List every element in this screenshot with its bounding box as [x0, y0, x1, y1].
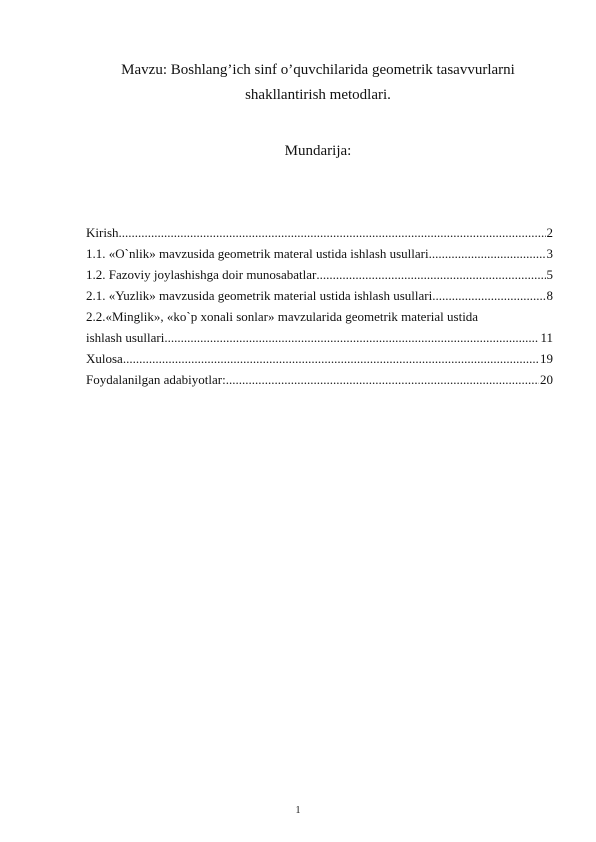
toc-entry-text: Foydalanilgan adabiyotlar: — [86, 372, 226, 387]
toc-entry-2-2-line-2 — [86, 327, 553, 348]
toc-entry-adabiyotlar[interactable] — [86, 369, 553, 390]
toc-entry-2-2[interactable] — [86, 306, 553, 348]
toc-dot-leader — [119, 222, 546, 243]
toc-entry-text: ishlash usullari — [86, 330, 165, 345]
toc-entry-text: 1.2. Fazoviy joylashishga doir munosabatlar — [86, 267, 317, 282]
toc-entry-text: Kirish — [86, 225, 119, 240]
title-line-1: Mavzu: Boshlang’ich sinf o’quvchilarida geometrik tasavvurlarni — [121, 62, 515, 78]
title-line-2: shakllantirish metodlari. — [245, 87, 391, 103]
toc-entry-page: 19 — [540, 351, 553, 366]
toc-entry-1-2[interactable] — [86, 264, 553, 285]
toc-dot-leader — [123, 348, 539, 369]
page-number: 1 — [295, 805, 301, 816]
toc-entry-page: 20 — [540, 372, 553, 387]
document-title — [86, 58, 550, 108]
toc-entry-kirish[interactable] — [86, 222, 553, 243]
toc-entry-2-1[interactable] — [86, 285, 553, 306]
toc-dot-leader — [226, 369, 539, 390]
toc-entry-page: 3 — [546, 246, 553, 261]
toc-entry-page: 5 — [546, 267, 553, 282]
toc-entry-text: 2.1. «Yuzlik» mavzusida geometrik material ustida ishlash usullari — [86, 288, 433, 303]
toc-entry-text-line-1: 2.2.«Minglik», «ko`p xonali sonlar» mavzularida geometrik material ustida — [86, 309, 479, 324]
toc-dot-leader — [164, 327, 539, 348]
toc-dot-leader — [429, 243, 546, 264]
toc-heading: Mundarija: — [284, 143, 352, 159]
toc-dot-leader — [316, 264, 545, 285]
toc-dot-leader — [432, 285, 545, 306]
table-of-contents — [86, 222, 553, 390]
toc-entry-page: 8 — [546, 288, 553, 303]
toc-entry-page: 2 — [546, 225, 553, 240]
toc-entry-text: Xulosa — [86, 351, 123, 366]
toc-entry-1-1[interactable] — [86, 243, 553, 264]
toc-entry-xulosa[interactable] — [86, 348, 553, 369]
toc-entry-text: 1.1. «O`nlik» mavzusida geometrik materal ustida ishlash usullari — [86, 246, 429, 261]
toc-entry-page: 11 — [540, 330, 553, 345]
